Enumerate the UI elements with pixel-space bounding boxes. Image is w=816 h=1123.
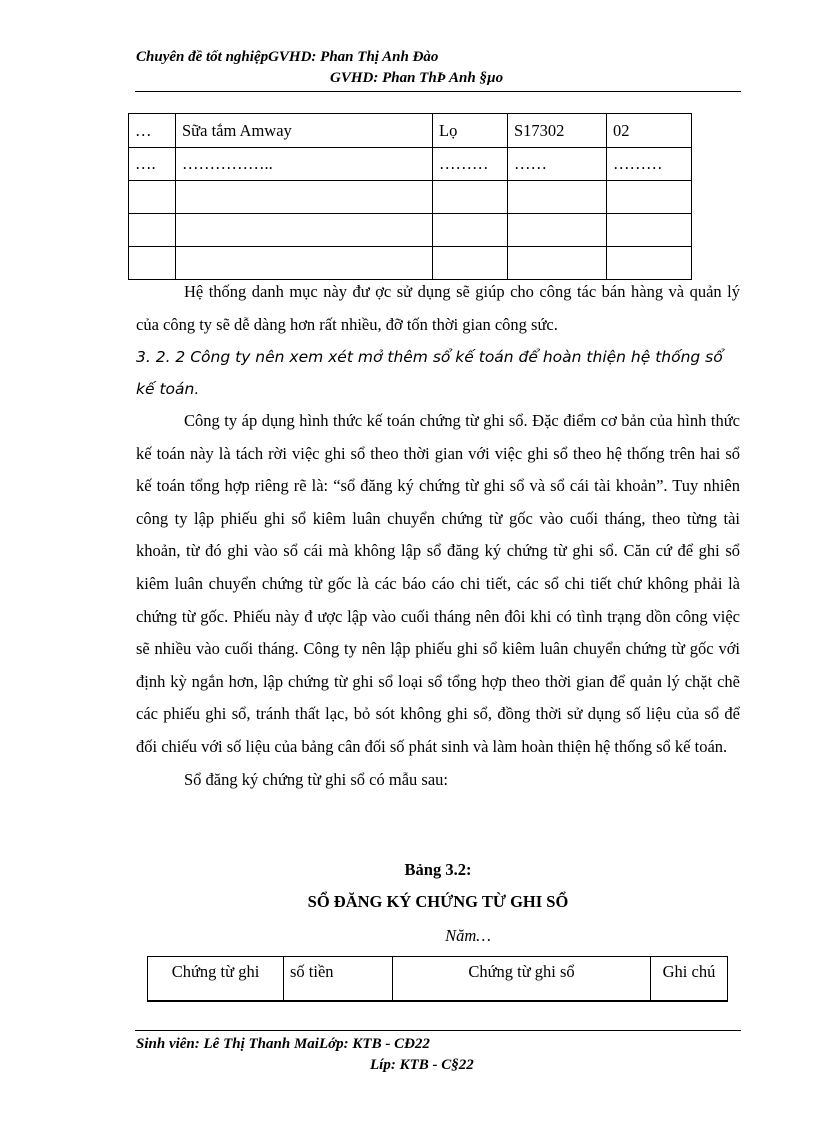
table-cell: Sữa tắm Amway xyxy=(176,114,433,148)
table-cell xyxy=(176,247,433,280)
table-header-cell: số tiền xyxy=(284,957,393,1002)
table-caption: Bảng 3.2: xyxy=(404,860,472,879)
table-cell: 02 xyxy=(607,114,692,148)
table-cell xyxy=(176,181,433,214)
table-cell: Lọ xyxy=(433,114,508,148)
table-cell: …… xyxy=(508,148,607,181)
section-heading-text: 3. 2. 2 Công ty nên xem xét mở thêm sổ kế toán để hoàn thiện hệ thống sổ kế toán xyxy=(136,348,723,398)
product-list-table xyxy=(128,113,692,280)
table-cell xyxy=(433,247,508,280)
table-cell xyxy=(607,247,692,280)
table-cell xyxy=(607,214,692,247)
table-cell xyxy=(508,214,607,247)
table-cell: …………….. xyxy=(176,148,433,181)
table-cell xyxy=(433,181,508,214)
table-row xyxy=(129,181,692,214)
section-heading xyxy=(136,341,740,406)
paragraph-2: Công ty áp dụng hình thức kế toán chứng từ ghi sổ. Đặc điểm cơ bản của hình thức kế toán này là tách rời việc ghi sổ theo thời gian với việc ghi sổ theo hệ thống trên hai sổ kế toán tổng hợp riêng rẽ là: “sổ đăng ký chứng từ ghi sổ và sổ cái tài khoản”. Tuy nhiên công ty lập phiếu ghi sổ kiêm luân chuyển chứng từ gốc vào cuối tháng, theo từng tài khoản, từ đó ghi vào sổ cái mà không lập sổ đăng ký chứng từ ghi sổ. Căn cứ để ghi sổ kiêm luân chuyển chứng từ gốc là các báo cáo chi tiết, các sổ chi tiết chứ không phải là chứng từ gốc. Phiếu này đ ược lập vào cuối tháng nên đôi khi có tình trạng dồn công việc sẽ nhiều vào cuối tháng. Công ty nên lập phiếu ghi sổ kiêm luân chuyển chứng từ gốc với định kỳ ngắn hơn, lập chứng từ ghi sổ loại sổ tổng hợp theo thời gian để quản lý chặt chẽ các phiếu ghi sổ, tránh thất lạc, bỏ sót không ghi sổ, đồng thời sử dụng số liệu của sổ để đối chiếu với số liệu của bảng cân đối số phát sinh và làm hoàn thiện hệ thống sổ kế toán. xyxy=(136,411,740,756)
header-line-2: GVHD: Phan ThÞ Anh §µo xyxy=(330,70,504,86)
table-header-cell: Ghi chú xyxy=(651,957,728,1002)
table-cell xyxy=(433,214,508,247)
header-line-1: Chuyên đề tốt nghiệpGVHD: Phan Thị Anh Đào xyxy=(136,49,439,65)
footer-line-2: Líp: KTB - C§22 xyxy=(370,1057,474,1073)
table-cell xyxy=(129,247,176,280)
table-cell xyxy=(508,181,607,214)
table-row xyxy=(129,247,692,280)
table-cell: ……… xyxy=(433,148,508,181)
table-cell xyxy=(607,181,692,214)
table-cell xyxy=(508,247,607,280)
table-title: SỔ ĐĂNG KÝ CHỨNG TỪ GHI SỔ xyxy=(307,892,569,911)
table-cell xyxy=(129,214,176,247)
section-heading-end: . xyxy=(194,381,199,398)
table-row xyxy=(129,148,692,181)
table-row xyxy=(129,214,692,247)
footer-line-1: Sinh viên: Lê Thị Thanh MaiLớp: KTB - CĐ22 xyxy=(136,1036,430,1052)
paragraph-1: Hệ thống danh mục này đư ợc sử dụng sẽ giúp cho công tác bán hàng và quản lý của công ty sẽ dễ dàng hơn rất nhiều, đỡ tốn thời gian công sức. xyxy=(136,282,740,334)
paragraph-3: Sổ đăng ký chứng từ ghi sổ có mẫu sau: xyxy=(184,769,448,789)
table-header-cell: Chứng từ ghi xyxy=(148,957,284,1002)
table-header-cell: Chứng từ ghi sổ xyxy=(393,957,651,1002)
table-cell xyxy=(176,214,433,247)
footer-rule xyxy=(135,1030,741,1031)
year-label: Năm… xyxy=(445,926,491,945)
table-cell: …. xyxy=(129,148,176,181)
paragraph-group xyxy=(136,405,740,796)
header-rule xyxy=(135,91,741,92)
table-cell: S17302 xyxy=(508,114,607,148)
table-cell xyxy=(129,181,176,214)
table-header-row xyxy=(148,957,728,1002)
table-cell: … xyxy=(129,114,176,148)
table-cell: ……… xyxy=(607,148,692,181)
register-table xyxy=(147,956,728,1002)
table-row xyxy=(129,114,692,148)
